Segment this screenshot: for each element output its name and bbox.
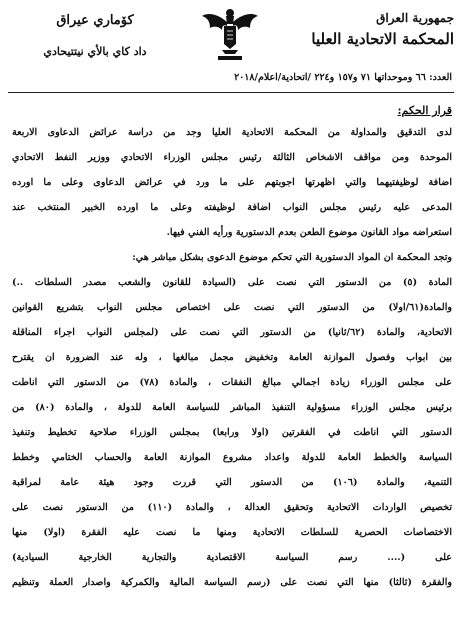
text-line: التنمية، والمادة (١٠٦) من الدستور التي قررت وجود هيئة عامة لمراقبة [12, 477, 452, 488]
decision-body [12, 102, 452, 595]
text-line: وتجد المحكمة ان المواد الدستورية التي تحكم موضوع الدعوى بشكل مباشر هي: [132, 252, 452, 263]
text-line: برئيس مجلس الوزراء مسؤولية التنفيذ المباشر للسياسة العامة للدولة ، والمادة (٨٠) من [12, 402, 452, 413]
letterhead-kurdish [20, 12, 170, 60]
iraq-eagle-emblem-icon [200, 4, 260, 66]
decision-heading: قرار الحكم: [397, 104, 452, 117]
header-divider [8, 92, 454, 93]
text-line: السياسة والخطط العامة للدولة واعداد مشروع الموازنة العامة والحساب الختامي وخطط [12, 452, 452, 463]
text-line: المادة (٥) من الدستور التي نصت على (السيادة للقانون والشعب مصدر السلطات ..) [12, 277, 452, 288]
republic-title: جمهورية العراق [376, 11, 454, 25]
text-line: على مجلس الوزراء زيادة اجمالي مبالغ النفقات ، والمادة (٧٨) من الدستور التي اناطت [12, 377, 452, 388]
text-line: لدى التدقيق والمداولة من المحكمة الاتحادية العليا وجد من دراسة عرائض الدعاوى الاربعة [12, 127, 452, 138]
text-line: الدستور التي اناطت في الفقرتين (اولا ورابعا) بمجلس الوزراء صلاحية تخطيط وتنفيذ [12, 427, 452, 438]
text-line: الاختصاصات الحصرية للسلطات الاتحادية ومنها ما نصت عليه الفقرة (اولا) منها [12, 527, 452, 538]
text-line: والمادة(٦١/اولا) من الدستور التي نصت على اختصاص مجلس النواب بتشريع القوانين [12, 302, 452, 313]
text-line: الموحدة ومن مواقف الاشخاص الثالثة رئيس مجلس الوزراء الاتحادي ووزير النفط الاتحادي [12, 152, 452, 163]
kurdish-republic-title: كوٚماري عيراق [56, 13, 134, 28]
text-line: المدعى عليه رئيس مجلس النواب اضافة لوظيفته وعلى ما اورده الخبير المنتخب عند [12, 202, 452, 213]
text-line: تخصيص الواردات الاتحادية وتحقيق العدالة ، والمادة (١١٠) من الدستور نصت على [12, 502, 453, 513]
court-title: المحكمة الاتحادية العليا [311, 30, 454, 48]
text-line: اضافة لوظيفتيهما والتي اظهرتها اجوبتهم على ما ورد في عرائض الدعاوى وعلى ما اورده [12, 177, 452, 188]
text-line: الاتحادية، والمادة (٦٢/ثانيا) من الدستور التي نصت على (لمجلس النواب اجراء المناقلة [12, 327, 452, 338]
text-line: استعراضه مواد القانون موضوع الطعن بعدم الدستورية ورأيه الفني فيها. [166, 227, 452, 238]
text-line: والفقرة (ثالثا) منها التي نصت على (رسم السياسة المالية والكمركية واصدار العملة وتنظيم [12, 577, 452, 588]
text-line: على (.... رسم السياسة الاقتصادية والتجارية الخارجية السيادية) [12, 552, 452, 563]
letterhead-arabic [284, 10, 454, 50]
reference-number: العدد: ٦٦ وموحداتها ٧١ و١٥٧ و٢٢٤ /اتحادية/اعلام/٢٠١٨ [234, 72, 452, 83]
kurdish-court-title: داد كاي بالأي نيتتيحادي [43, 45, 147, 58]
text-line: بين ابواب وفصول الموازنة العامة وتخفيض مجمل مبالغها ، وله عند الضرورة ان يقترح [12, 352, 452, 363]
